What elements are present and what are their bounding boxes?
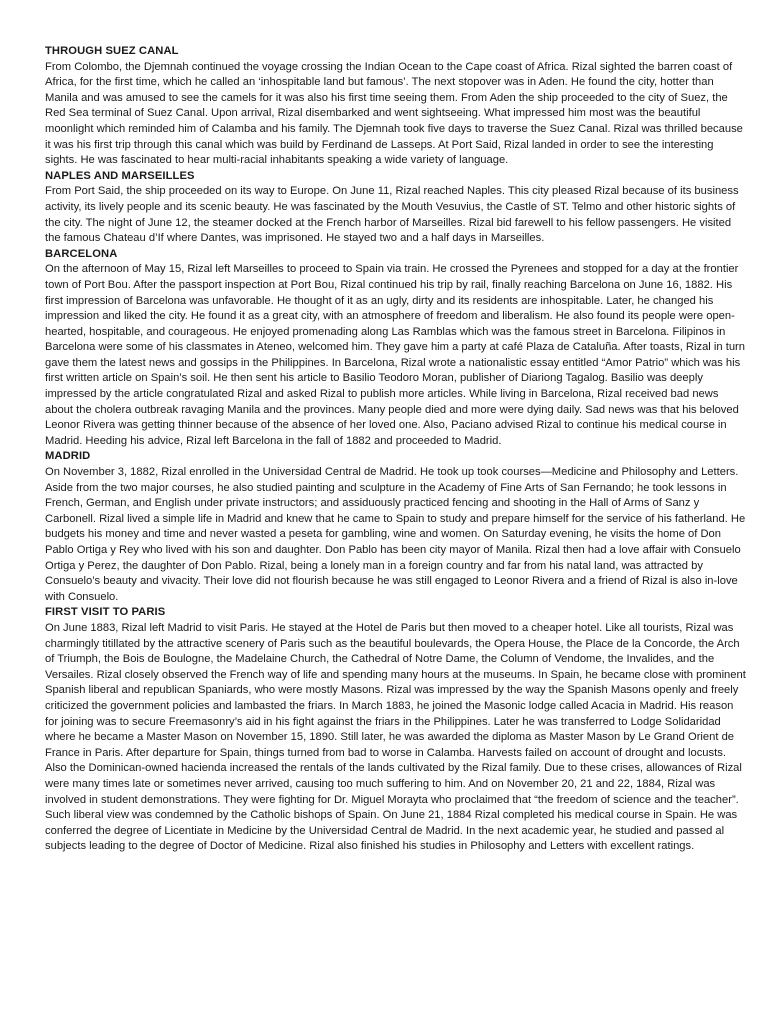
section-heading: FIRST VISIT TO PARIS <box>45 606 166 619</box>
section-heading: MADRID <box>45 450 91 463</box>
section-naples-marseilles <box>45 169 746 247</box>
section-barcelona <box>45 247 746 450</box>
section-paragraph: From Port Said, the ship proceeded on its way to Europe. On June 11, Rizal reached Naples. This city pleased Rizal because of its business activity, its lively people and its scenic beauty. He was fascinated by the Mouth Vesuvius, the Castle of ST. Telmo and other historic sights of the city. The night of June 12, the steamer docked at the French harbor of Marseilles. Rizal bid farewell to his fellow passengers. He visited the famous Chateau d’If where Dantes, was imprisoned. He stayed two and a half days in Marseilles. <box>45 185 739 245</box>
section-paragraph: On November 3, 1882, Rizal enrolled in the Universidad Central de Madrid. He took up took courses—Medicine and Philosophy and Letters. Aside from the two major courses, he also studied painting and sculpture in the Academy of Fine Arts of San Fernando; he took lessons in French, German, and English under private instructors; and assiduously practiced fencing and shooting in the Hall of Arms of Sanz y Carbonell. Rizal lived a simple life in Madrid and knew that he came to Spain to study and prepare himself for the service of his fatherland. He budgets his money and time and never wasted a peseta for gambling, wine and women. On Saturday evening, he visits the home of Don Pablo Ortiga y Rey who lived with his son and daughter. Don Pablo has been city mayor of Manila. Rizal then had a love affair with Consuelo Ortiga y Perez, the daughter of Don Pablo. Rizal, being a lonely man in a foreign country and far from his natal land, was attracted by Consuelo’s beauty and vivacity. Their love did not flourish because he was still engaged to Leonor Rivera and a friend of Rizal is also in-love with Consuelo. <box>45 466 746 603</box>
section-first-visit-paris <box>45 605 746 855</box>
section-paragraph: On June 1883, Rizal left Madrid to visit Paris. He stayed at the Hotel de Paris but then moved to a cheaper hotel. Like all tourists, Rizal was charmingly titillated by the attractive scenery of Paris such as the beautiful boulevards, the Opera House, the Place de la Concorde, the Arch of Triumph, the Bois de Boulogne, the Madelaine Church, the Cathedral of Notre Dame, the Column of Vendome, the Invalides, and the Versailes. Rizal closely observed the French way of life and spending many hours at the museums. In Spain, he became close with prominent Spanish liberal and republican Spaniards, who were mostly Masons. Rizal was impressed by the way the Spanish Masons openly and freely criticized the government policies and lambasted the friars. In March 1883, he joined the Masonic lodge called Acacia in Madrid. His reason for joining was to secure Freemasonry’s aid in his fight against the friars in the Philippines. Later he was transferred to Lodge Solidaridad where he became a Master Mason on November 15, 1890. Still later, he was awarded the diploma as Master Mason by Le Grand Orient de France in Paris. After departure for Spain, things turned from bad to worse in Calamba. Harvests failed on account of drought and locusts. Also the Dominican-owned hacienda increased the rentals of the lands cultivated by the Rizal family. Due to these crises, allowances of Rizal were many times late or sometimes never arrived, causing too much suffering to him. And on November 20, 21 and 22, 1884, Rizal was involved in student demonstrations. They were fighting for Dr. Miguel Morayta who proclaimed that “the freedom of science and the teacher”. Such liberal view was condemned by the Catholic bishops of Spain. On June 21, 1884 Rizal completed his medical course in Spain. He was conferred the degree of Licentiate in Medicine by the Universidad Central de Madrid. In the next academic year, he studied and passed al subjects leading to the degree of Doctor of Medicine. Rizal also finished his studies in Philosophy and Letters with excellent ratings. <box>45 621 746 853</box>
section-paragraph: From Colombo, the Djemnah continued the voyage crossing the Indian Ocean to the Cape coast of Africa. Rizal sighted the barren coast of Africa, for the first time, which he called an ‘inhospitable land but famous’. The next stopover was in Aden. He found the city, hotter than Manila and was amused to see the camels for it was also his first time seeing them. From Aden the ship proceeded to the city of Suez, the Red Sea terminal of Suez Canal. Upon arrival, Rizal disembarked and went sightseeing. What impressed him most was the beautiful moonlight which reminded him of Calamba and his family. The Djemnah took five days to traverse the Suez Canal. Rizal was thrilled because it was his first trip through this canal which was build by Ferdinand de Lasseps. At Port Said, Rizal landed in order to see the interesting sights. He was fascinated to hear multi-racial inhabitants speaking a wide variety of language. <box>45 60 743 167</box>
section-heading: THROUGH SUEZ CANAL <box>45 45 179 57</box>
section-suez-canal <box>45 44 746 169</box>
section-madrid <box>45 449 746 605</box>
section-paragraph: On the afternoon of May 15, Rizal left Marseilles to proceed to Spain via train. He crossed the Pyrenees and stopped for a day at the frontier town of Port Bou. After the passport inspection at Port Bou, Rizal continued his trip by rail, finally reaching Barcelona on June 16, 1882. His first impression of Barcelona was unfavorable. He thought of it as an ugly, dirty and its residents are inhospitable. Later, he changed his impression and liked the city. He found it as a great city, with an atmosphere of freedom and liberalism. He also found its people were open-hearted, hospitable, and courageous. He enjoyed promenading along Las Ramblas which was the famous street in Barcelona. Filipinos in Barcelona were some of his classmates in Ateneo, welcomed him. They gave him a party at café Plaza de Cataluña. After toasts, Rizal in turn gave them the latest news and gossips in the Philippines. In Barcelona, Rizal wrote a nationalistic essay entitled “Amor Patrio” which was his first written article on Spain’s soil. He then sent his article to Basilio Teodoro Moran, publisher of Diariong Tagalog. Basilio was deeply impressed by the article congratulated Rizal and asked Rizal to publish more articles. While living in Barcelona, Rizal received bad news about the cholera outbreak ravaging Manila and the provinces. Many people died and more were dying daily. Sad news was that his beloved Leonor Rivera was getting thinner because of the absence of her loved one. Also, Paciano advised Rizal to continue his medical course in Madrid. Heeding his advice, Rizal left Barcelona in the fall of 1882 and proceeded to Madrid. <box>45 263 745 447</box>
section-heading: NAPLES AND MARSEILLES <box>45 169 195 182</box>
section-heading: BARCELONA <box>45 247 118 260</box>
